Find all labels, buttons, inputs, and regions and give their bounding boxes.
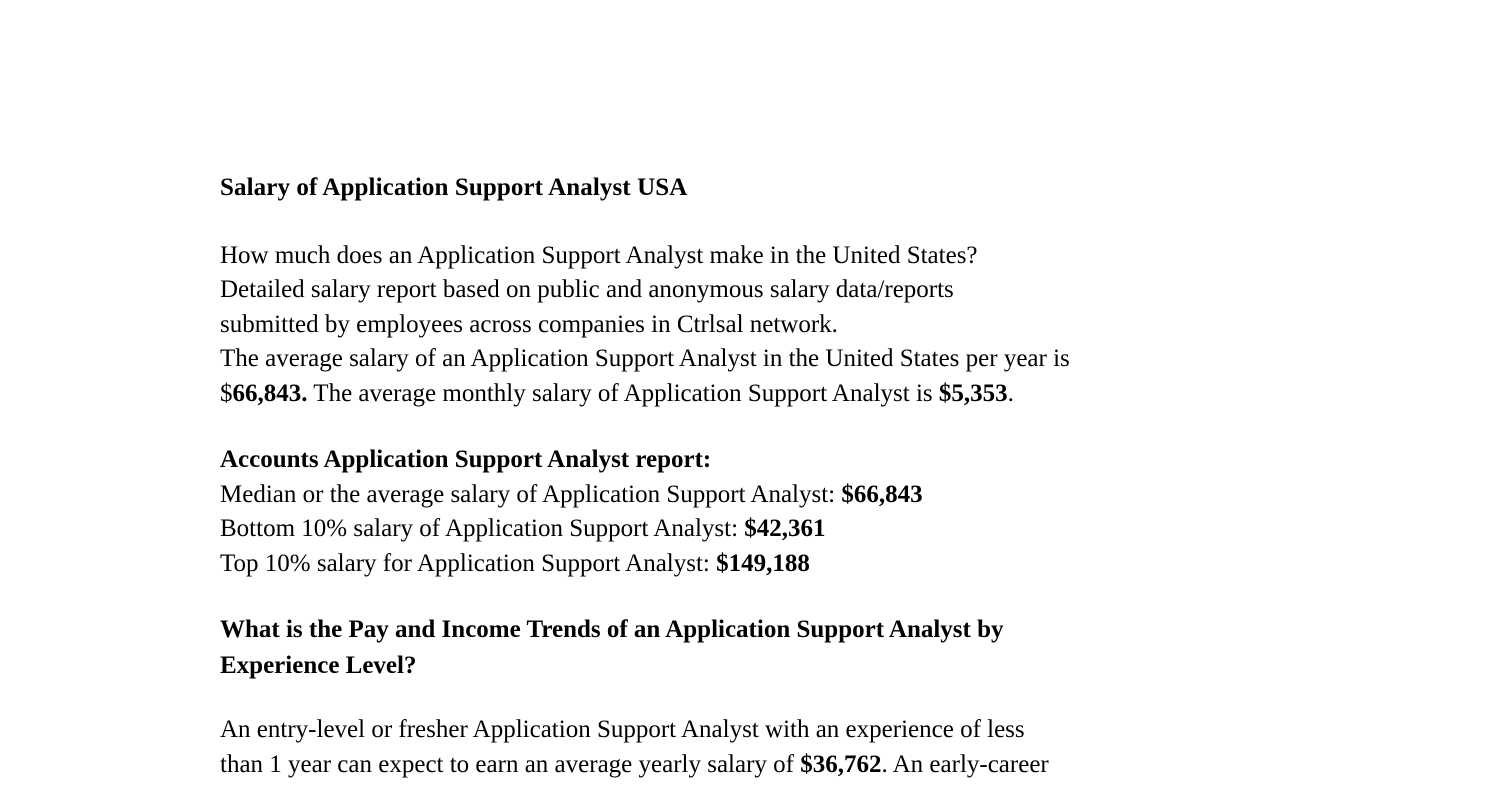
intro-line-5-middle: The average monthly salary of Application Support Analyst is (307, 379, 939, 407)
report-heading: Accounts Application Support Analyst report: (220, 446, 712, 473)
report-row-bottom10-value: $42,361 (744, 515, 826, 542)
report-row-bottom10-label: Bottom 10% salary of Application Support Analyst: (220, 515, 745, 542)
intro-line-5 (220, 377, 1290, 412)
dollar-sign: $ (220, 379, 233, 407)
intro-line-5-suffix: . (1007, 379, 1014, 407)
report-row-top10-label: Top 10% salary for Application Support Analyst: (220, 549, 717, 577)
document-body (220, 170, 1290, 782)
page-title: Salary of Application Support Analyst USA (220, 174, 688, 201)
intro-line-1: How much does an Application Support Analyst make in the United States? (220, 241, 978, 269)
experience-body-line-2-suffix: . An early-career (881, 750, 1049, 778)
spacer (220, 683, 1290, 713)
average-monthly-salary-value: $5,353 (938, 379, 1008, 407)
entry-level-salary-value: $36,762 (800, 750, 882, 778)
report-row-median-value: $66,843 (841, 480, 923, 508)
report-row-top10-value: $149,188 (716, 549, 810, 577)
report-row-bottom10 (220, 512, 1290, 547)
spacer (220, 206, 1290, 239)
experience-body-line-2-prefix: than 1 year can expect to earn an average yearly salary of (220, 750, 801, 778)
report-row-median (220, 478, 1290, 513)
report-row-top10 (220, 547, 1290, 582)
experience-body-line-1: An entry-level or fresher Application Support Analyst with an experience of less (220, 716, 1025, 743)
experience-heading-line-1: What is the Pay and Income Trends of an Application Support Analyst by (220, 616, 1004, 643)
spacer (220, 581, 1290, 612)
report-row-median-label: Median or the average salary of Application Support Analyst: (220, 480, 842, 508)
experience-body-line-2 (220, 748, 1290, 783)
intro-line-4: The average salary of an Application Support Analyst in the United States per year is (220, 345, 1070, 372)
average-annual-salary-value: 66,843. (232, 379, 308, 407)
spacer (220, 411, 1290, 442)
experience-heading-line-2: Experience Level? (220, 651, 417, 679)
intro-line-2: Detailed salary report based on public and anonymous salary data/reports (220, 276, 954, 303)
intro-line-3: submitted by employees across companies in Ctrlsal network. (220, 310, 838, 338)
